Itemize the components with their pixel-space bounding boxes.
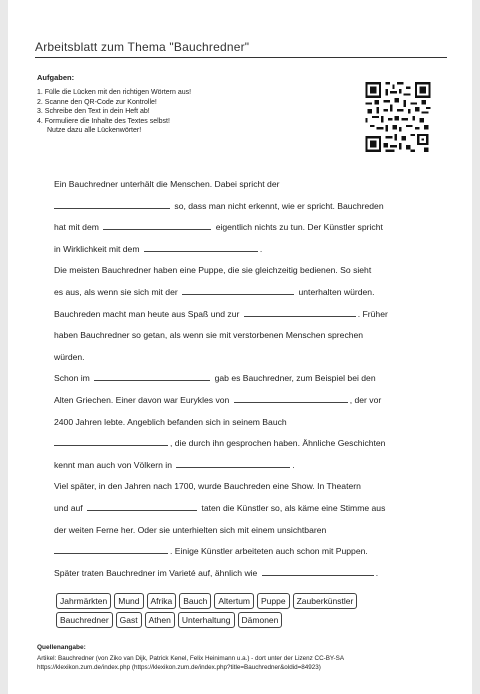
word-bank xyxy=(56,593,436,631)
blank-field[interactable] xyxy=(103,220,211,230)
word-tile[interactable]: Altertum xyxy=(214,593,254,609)
text-line xyxy=(54,541,442,563)
text-line xyxy=(54,282,442,304)
text-segment: hat mit dem xyxy=(54,222,99,233)
text-segment: kennt man auch von Völkern in xyxy=(54,459,172,470)
blank-field[interactable] xyxy=(234,393,348,403)
blank-field[interactable] xyxy=(262,566,374,576)
text-segment: . xyxy=(292,459,295,470)
word-tile[interactable]: Unterhaltung xyxy=(178,612,235,628)
source-line: Artikel: Bauchredner (von Ziko van Dijk, Patrick Kenel, Felix Heinimann u.a.) - dort unter der Lizenz CC-BY-SA xyxy=(37,655,345,662)
task-note: Nutze dazu alle Lückenwörter! xyxy=(47,127,142,134)
text-segment: Schon im xyxy=(54,373,90,384)
text-line: Viel später, in den Jahren nach 1700, wurde Bauchreden eine Show. In Theatern xyxy=(54,481,361,492)
blank-field[interactable] xyxy=(94,371,210,381)
word-tile[interactable]: Bauchredner xyxy=(56,612,113,628)
source-text xyxy=(37,654,457,672)
text-segment: gab es Bauchredner, zum Beispiel bei den xyxy=(214,373,376,384)
text-segment: und auf xyxy=(54,502,83,513)
text-line: Ein Bauchredner unterhält die Menschen. Dabei spricht der xyxy=(54,179,280,189)
text-segment: eigentlich nichts zu tun. Der Künstler spricht xyxy=(215,222,383,233)
page-title: Arbeitsblatt zum Thema "Bauchredner" xyxy=(35,40,447,58)
text-line: haben Bauchredner so getan, als wenn sie mit verstorbenen Menschen sprechen xyxy=(54,330,364,341)
text-segment: in Wirklichkeit mit dem xyxy=(54,243,140,254)
text-segment: taten die Künstler so, als käme eine Stimme aus xyxy=(201,502,386,513)
word-tile[interactable]: Zauberkünstler xyxy=(293,593,358,609)
tasks-heading: Aufgaben: xyxy=(37,73,75,82)
text-segment: , der vor xyxy=(349,394,382,405)
blank-field[interactable] xyxy=(182,285,294,295)
text-line: würden. xyxy=(54,351,85,362)
word-tile[interactable]: Puppe xyxy=(257,593,290,609)
word-bank-row xyxy=(56,593,436,609)
text-line xyxy=(54,239,442,261)
text-line xyxy=(54,433,442,455)
text-line xyxy=(54,455,442,477)
text-segment: es aus, als wenn sie sich mit der xyxy=(54,286,178,297)
tasks-list xyxy=(37,88,337,136)
text-segment: . xyxy=(259,243,263,254)
word-bank-row xyxy=(56,612,436,628)
word-tile[interactable]: Dämonen xyxy=(238,612,283,628)
task-item: 1. Fülle die Lücken mit den richtigen Wörtern aus! xyxy=(37,89,192,96)
cloze-text xyxy=(54,174,442,584)
blank-field[interactable] xyxy=(87,501,197,511)
text-line: Die meisten Bauchredner haben eine Puppe, die sie gleichzeitig bedienen. So sieht xyxy=(54,265,372,276)
text-line xyxy=(54,563,442,585)
text-segment: . xyxy=(375,567,379,578)
text-segment: . Früher xyxy=(357,308,388,319)
text-line xyxy=(54,368,442,390)
qr-code-icon[interactable] xyxy=(365,82,431,152)
text-line xyxy=(54,196,442,218)
text-line xyxy=(54,390,442,412)
blank-field[interactable] xyxy=(244,307,356,317)
text-segment: Bauchreden macht man heute aus Spaß und zur xyxy=(54,308,240,319)
blank-field[interactable] xyxy=(54,199,170,209)
source-heading: Quellenangabe: xyxy=(37,644,86,651)
task-item: 2. Scanne den QR-Code zur Kontrolle! xyxy=(37,98,157,106)
text-segment: Alten Griechen. Einer davon war Eurykles von xyxy=(54,394,230,405)
task-item: 3. Schreibe den Text in dein Heft ab! xyxy=(37,108,150,115)
source-link[interactable]: https://klexikon.zum.de/index.php (https://klexikon.zum.de/index.php?title=Bauchredner&oldid=84923) xyxy=(37,664,321,671)
blank-field[interactable] xyxy=(54,544,168,554)
text-line: 2400 Jahren lebte. Angeblich befanden sich in seinem Bauch xyxy=(54,416,287,427)
worksheet-page xyxy=(8,0,472,694)
blank-field[interactable] xyxy=(54,436,168,446)
text-segment: unterhalten würden. xyxy=(298,286,375,297)
text-line xyxy=(54,304,442,326)
task-item: 4. Formuliere die Inhalte des Textes selbst! xyxy=(37,117,170,125)
text-line: der weiten Ferne her. Oder sie unterhielten sich mit einem unsichtbaren xyxy=(54,524,327,535)
blank-field[interactable] xyxy=(176,458,290,468)
word-tile[interactable]: Gast xyxy=(116,612,142,628)
word-tile[interactable]: Afrika xyxy=(147,593,177,609)
text-line xyxy=(54,498,442,520)
blank-field[interactable] xyxy=(144,242,258,252)
word-tile[interactable]: Jahrmärkten xyxy=(56,593,111,609)
word-tile[interactable]: Athen xyxy=(145,612,175,628)
text-segment: . Einige Künstler arbeiteten auch schon mit Puppen. xyxy=(170,546,368,557)
text-segment: Später traten Bauchredner im Varieté auf, ähnlich wie xyxy=(54,567,258,578)
word-tile[interactable]: Bauch xyxy=(179,593,211,609)
text-segment: so, dass man nicht erkennt, wie er spricht. Bauchreden xyxy=(174,200,384,211)
text-segment: , die durch ihn gesprochen haben. Ähnliche Geschichten xyxy=(170,438,386,449)
word-tile[interactable]: Mund xyxy=(114,593,143,609)
text-line xyxy=(54,217,442,239)
